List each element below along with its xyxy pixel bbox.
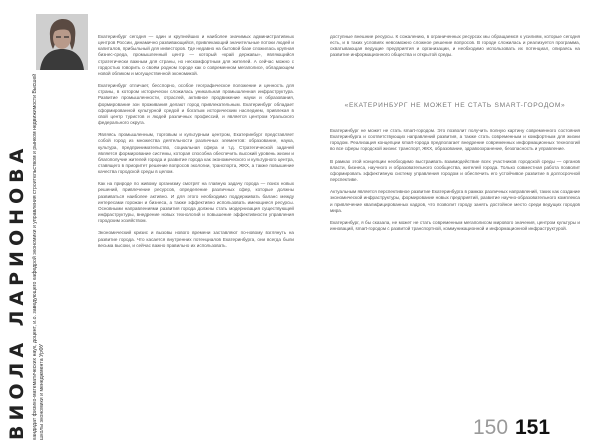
article-paragraph: Екатеринбург сегодня — один и крупнейших и наиболее значимых административных центров России, динамично развивающийся, привлекающий значительные потоки людей и капиталов, прибыльный для инвесторов. Где недавно на бытовой базе сложилась крупная бизнес-среда, промышленный центр — который «край державы», являющийся стратегически важным для страны, но нескомфортным для жителей. А сейчас можно с гордостью говорить о своём родном городе как о современном мегаполисе, обладающем новой обликом и могущественной экономикой.: [98, 34, 294, 76]
article-paragraph: Екатеринбург отличает, бесспорно, особое географическое положение и ценность для страны, в котором исторически сложилась уникальная промышленная инфраструктура. Развитие промышленности, отраслей, активное продвижение науки и образования, формирование зон проживания делают город привлекательным. Екатеринбург обладает сформированной культурной средой и богатым историческим наследием, привлекая в свой центр туристов и людей различных профессий, и является центром Уральского федерального округа.: [98, 83, 294, 126]
author-bio: кандидат физико-математических наук, доцент, и.о. заведующего кафедрой экономики и управления строительством и рынком недвижимости Высшей школы экономики и менеджмента УрФУ: [32, 73, 46, 440]
article-paragraph: Экономический кризис и вызовы нового времени заставляют по-новому взглянуть на развитие города. Что касается внутренних потенциалов Екатеринбурга, они всегда были весьма высоки, и сейчас важно правильно их использовать.: [98, 230, 294, 248]
right-article-column-top: [330, 34, 580, 65]
article-paragraph: Актуальным является перспективное развитие Екатеринбурга в рамках различных направлений, таких как создание экономической инфраструктуры, формирование новых предприятий, развитие научно-образовательного комплекса и привлечение квалифицированных кадров, что позволит городу занять достойное место среди ведущих городов мира.: [330, 189, 580, 213]
article-paragraph: Являясь промышленным, торговым и культурным центром, Екатеринбург представляет собой город из множества деятельности различных элементов: образование, наука, культура, предпринимательство, социальная сфера и т.д. Стратегической задачей является формирование системы, которая способна обеспечить высокий уровень жизни и благополучие жителей города и развитие города как экономического и культурного центра, ставящего в приоритет решение вопросов экологии, транспорта, ЖКХ, а также повышение качества городской среды в целом.: [98, 132, 294, 175]
article-paragraph: Как на природе по живому организму смотрят на главную задачу города — поиск новых решений, привлечение ресурсов, определение различных сфер, которые должны развиваться наиболее активно. И для этого необходимо поддерживать баланс между интересами горожан и бизнеса, а также эффективно использовать имеющиеся ресурсы. Основными направлениями развития города должны стать модернизация существующей инфраструктуры, внедрение новых технологий и повышение эффективности управления городским хозяйством.: [98, 181, 294, 224]
article-paragraph: Екатеринбург не может не стать smart-городом. Это позволит получить полную картину современного состояния Екатеринбурга и соответствующих направлений развития, а также стать современным и комфортным для жизни городом. Реализация концепции smart-города предполагает внедрение современных информационных технологий во все сферы городской жизни: транспорт, ЖКХ, образование, здравоохранение, безопасность и управление.: [330, 128, 580, 152]
author-name: ВИОЛА ЛАРИОНОВА: [6, 143, 28, 440]
left-article-column: [98, 34, 294, 255]
page-number-left: 150: [473, 416, 509, 439]
pull-quote: «ЕКАТЕРИНБУРГ НЕ МОЖЕТ НЕ СТАТЬ SMART-ГОРОДОМ»: [344, 102, 566, 109]
article-paragraph: В рамках этой концепции необходимо выстраивать взаимодействие всех участников городской среды — органов власти, бизнеса, научного и образовательного сообщества, жителей города. Только совместная работа позволит сформировать эффективную систему управления городом и обеспечить его устойчивое развитие в долгосрочной перспективе.: [330, 158, 580, 183]
right-article-column: [330, 128, 580, 238]
article-paragraph: Екатеринбург, я бы сказала, не может не стать современным мегаполисом мирового значения, центром культуры и инноваций, smart-городом с развитой транспортной, коммуникационной и информационной инфраструктурой.: [330, 219, 580, 232]
article-paragraph: доступные внешние ресурсы. К сожалению, в ограниченных ресурсах мы обращаемся к усилиям, которые сегодня есть, и в таких условиях невозможно сложное решение вопросов. В городе сложилась и реализуется программа, охватывающая ведущие предприятия и организации, и необходимо использовать их потенциал, опираясь на развитие информационного общества и открытой среды.: [330, 34, 580, 58]
page-number-right: 151: [515, 416, 551, 439]
